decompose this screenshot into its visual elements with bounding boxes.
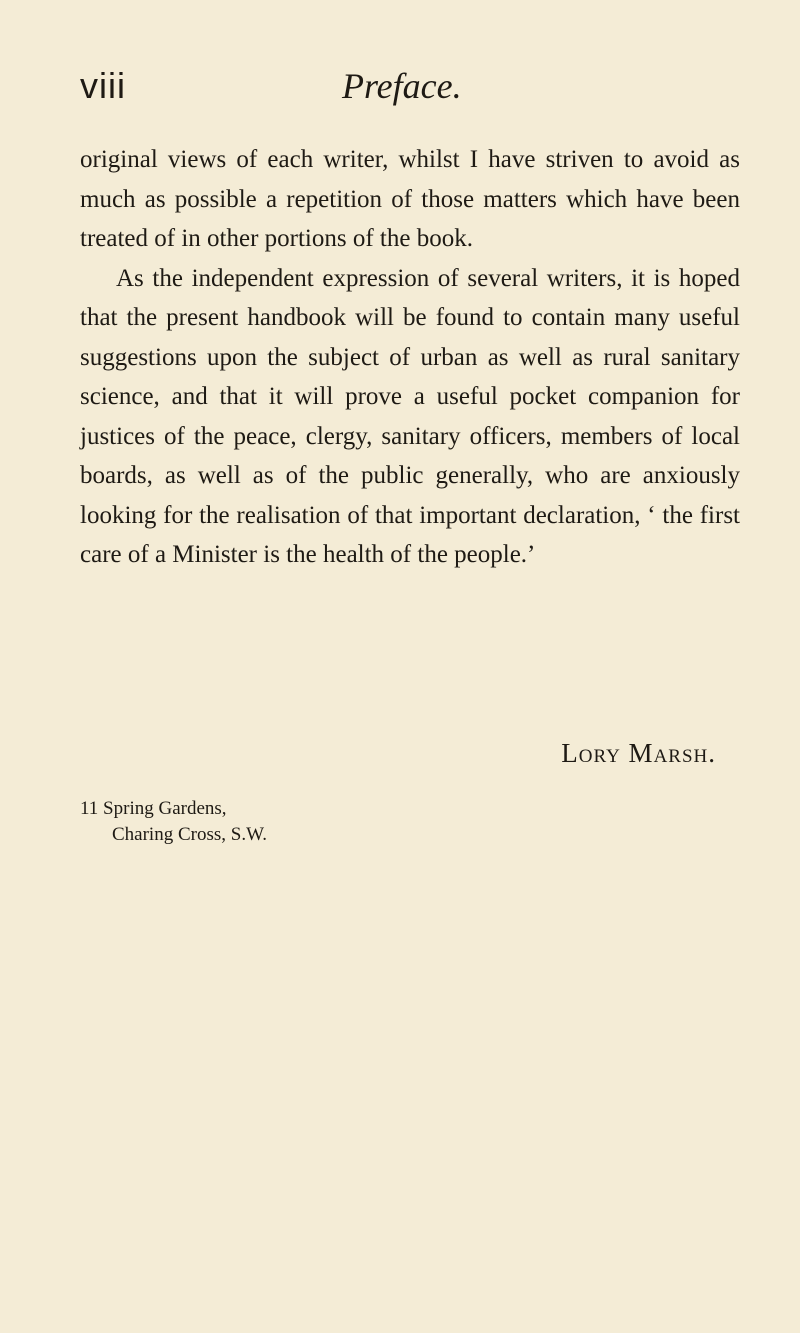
author-address — [80, 796, 267, 848]
page-number: viii — [80, 65, 126, 106]
address-line: Charing Cross, S.W. — [112, 824, 268, 845]
paragraph-continued: original views of each writer, whilst I have striven to avoid as much as possible a repetition of those matters which have been treated of in other portions of the book. — [80, 146, 740, 252]
running-title: Preface. — [342, 66, 462, 106]
address-line: 11 Spring Gardens, — [80, 798, 227, 819]
body-text — [80, 140, 740, 575]
paragraph: As the independent expression of several writers, it is hoped that the present handbook will be found to contain many useful suggestions upon the subject of urban as well as rural sanitary science, and that it will prove a useful pocket companion for justices of the peace, clergy, sanitary officers, members of local boards, as well as of the public generally, who are anxiously looking for the realisation of that important declaration, ‘ the first care of a Minister is the health of the people.’ — [80, 264, 740, 568]
running-head — [80, 66, 740, 116]
author-signature: Lory Marsh. — [561, 738, 716, 768]
